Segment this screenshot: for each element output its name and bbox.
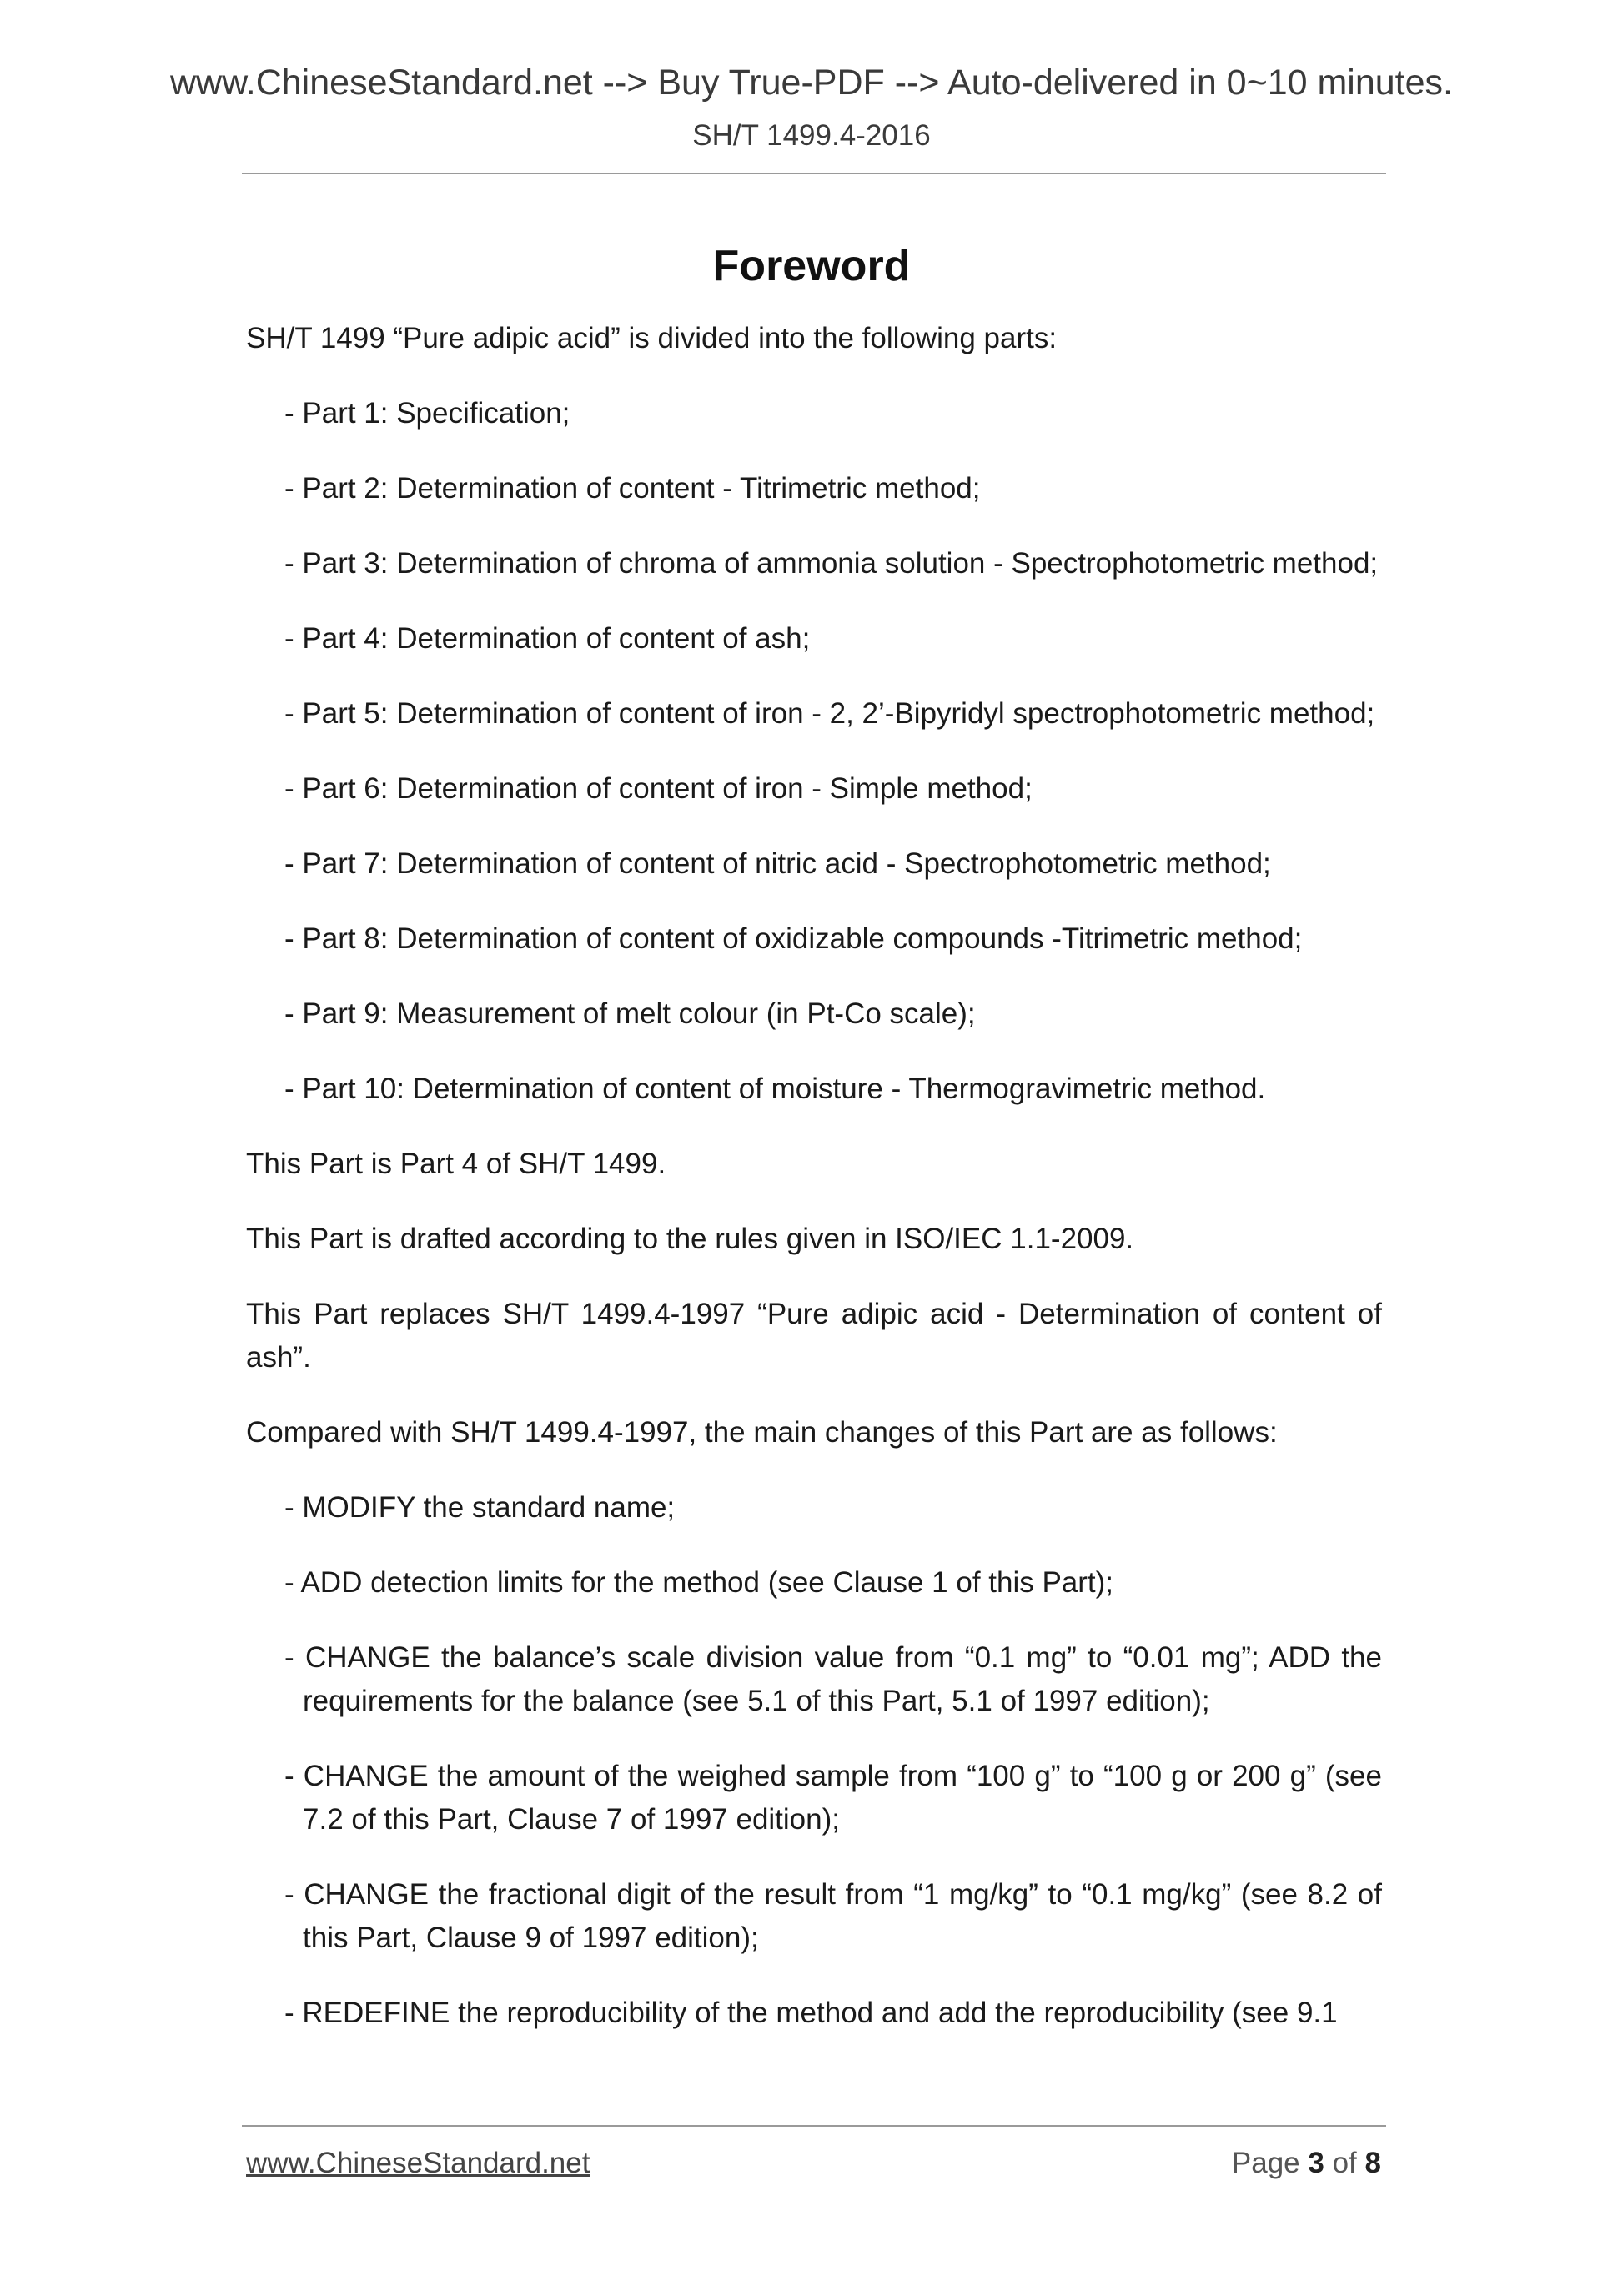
footer-site-link[interactable]: www.ChineseStandard.net	[246, 2147, 590, 2179]
part-item: - Part 4: Determination of content of ash;	[284, 622, 811, 655]
change-item: - CHANGE the amount of the weighed sample from “100 g” to “100 g or 200 g” (see 7.2 of this Part, Clause 7 of 1997 edition);	[284, 1760, 1382, 1836]
change-item: - CHANGE the balance’s scale division value from “0.1 mg” to “0.01 mg”; ADD the requirements for the balance (see 5.1 of this Part, 5.1 of 1997 edition);	[284, 1641, 1382, 1717]
intro-paragraph: SH/T 1499 “Pure adipic acid” is divided into the following parts:	[246, 322, 1058, 354]
header-divider	[242, 173, 1386, 174]
drafted-paragraph: This Part is drafted according to the rules given in ISO/IEC 1.1-2009.	[246, 1223, 1134, 1255]
document-body	[246, 317, 1382, 2067]
part-item: - Part 8: Determination of content of oxidizable compounds -Titrimetric method;	[284, 922, 1303, 955]
change-item: - ADD detection limits for the method (see Clause 1 of this Part);	[284, 1566, 1114, 1599]
page-indicator	[1232, 2148, 1381, 2178]
part-item: - Part 5: Determination of content of iron - 2, 2’-Bipyridyl spectrophotometric method;	[284, 697, 1375, 730]
header-banner: www.ChineseStandard.net --> Buy True-PDF --> Auto-delivered in 0~10 minutes.	[169, 63, 1453, 103]
page-title: Foreword	[712, 241, 911, 290]
change-item: - REDEFINE the reproducibility of the method and add the reproducibility (see 9.1	[284, 1997, 1338, 2029]
part-of-paragraph: This Part is Part 4 of SH/T 1499.	[246, 1148, 666, 1180]
part-item: - Part 10: Determination of content of moisture - Thermogravimetric method.	[284, 1073, 1266, 1105]
part-item: - Part 7: Determination of content of nitric acid - Spectrophotometric method;	[284, 847, 1271, 880]
part-item: - Part 2: Determination of content - Titrimetric method;	[284, 472, 981, 505]
part-item: - Part 1: Specification;	[284, 397, 570, 430]
compared-paragraph: Compared with SH/T 1499.4-1997, the main changes of this Part are as follows:	[246, 1416, 1278, 1449]
change-item: - MODIFY the standard name;	[284, 1491, 676, 1524]
page-total: 8	[1364, 2147, 1381, 2179]
page-of-label: of	[1332, 2147, 1357, 2179]
replaces-paragraph: This Part replaces SH/T 1499.4-1997 “Pure adipic acid - Determination of content of ash”.	[246, 1298, 1382, 1374]
part-item: - Part 9: Measurement of melt colour (in Pt-Co scale);	[284, 997, 976, 1030]
standard-code: SH/T 1499.4-2016	[692, 119, 931, 152]
page-label: Page	[1231, 2147, 1300, 2179]
part-item: - Part 6: Determination of content of iron - Simple method;	[284, 772, 1033, 805]
page-current: 3	[1308, 2147, 1324, 2179]
footer-divider	[242, 2125, 1386, 2127]
change-item: - CHANGE the fractional digit of the result from “1 mg/kg” to “0.1 mg/kg” (see 8.2 of this Part, Clause 9 of 1997 edition);	[284, 1878, 1382, 1954]
part-item: - Part 3: Determination of chroma of ammonia solution - Spectrophotometric method;	[284, 547, 1379, 580]
